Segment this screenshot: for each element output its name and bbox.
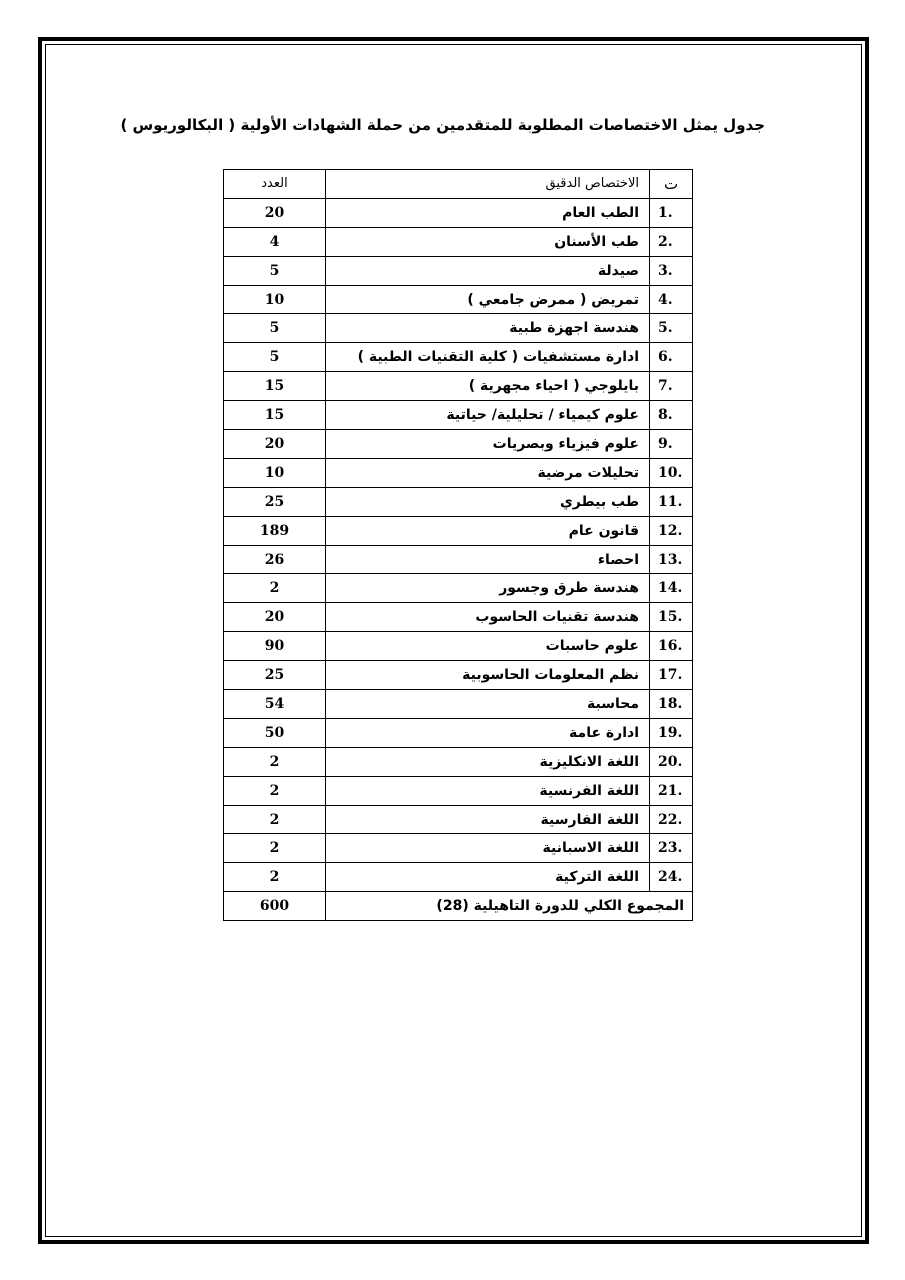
row-count: 26 xyxy=(224,545,326,574)
table-row xyxy=(224,430,693,459)
row-count: 2 xyxy=(224,863,326,892)
row-specialization: تحليلات مرضية xyxy=(326,458,650,487)
row-number: 6. xyxy=(650,343,693,372)
row-count: 15 xyxy=(224,401,326,430)
row-specialization: صيدلة xyxy=(326,256,650,285)
row-count: 2 xyxy=(224,776,326,805)
row-number: 19. xyxy=(650,718,693,747)
table-row xyxy=(224,372,693,401)
table-row xyxy=(224,227,693,256)
row-specialization: اللغة الفارسية xyxy=(326,805,650,834)
row-specialization: علوم فيزياء وبصريات xyxy=(326,430,650,459)
row-specialization: اللغة الفرنسية xyxy=(326,776,650,805)
row-specialization: هندسة تقنيات الحاسوب xyxy=(326,603,650,632)
table-row xyxy=(224,805,693,834)
row-number: 11. xyxy=(650,487,693,516)
row-specialization: قانون عام xyxy=(326,516,650,545)
row-count: 10 xyxy=(224,285,326,314)
row-number: 24. xyxy=(650,863,693,892)
table-row xyxy=(224,256,693,285)
row-specialization: طب الأسنان xyxy=(326,227,650,256)
row-specialization: الطب العام xyxy=(326,198,650,227)
row-number: 1. xyxy=(650,198,693,227)
row-specialization: اللغة الانكليزية xyxy=(326,747,650,776)
row-count: 5 xyxy=(224,256,326,285)
table-body xyxy=(224,170,693,921)
row-specialization: بايلوجي ( احياء مجهرية ) xyxy=(326,372,650,401)
row-number: 18. xyxy=(650,690,693,719)
row-specialization: علوم حاسبات xyxy=(326,632,650,661)
table-row xyxy=(224,718,693,747)
document-title: جدول يمثل الاختصاصات المطلوبة للمتقدمين من حملة الشهادات الأولية ( البكالوريوس ) xyxy=(120,116,765,134)
table-row xyxy=(224,458,693,487)
row-number: 23. xyxy=(650,834,693,863)
row-specialization: هندسة طرق وجسور xyxy=(326,574,650,603)
table-row xyxy=(224,285,693,314)
row-number: 10. xyxy=(650,458,693,487)
header-count: العدد xyxy=(224,170,326,199)
row-count: 2 xyxy=(224,574,326,603)
row-specialization: ادارة مستشفيات ( كلية التقنيات الطبية ) xyxy=(326,343,650,372)
row-specialization: محاسبة xyxy=(326,690,650,719)
table-row xyxy=(224,863,693,892)
table-total-row xyxy=(224,892,693,921)
table-row xyxy=(224,776,693,805)
total-label: المجموع الكلي للدورة التاهيلية (28) xyxy=(326,892,693,921)
row-count: 20 xyxy=(224,198,326,227)
row-number: 8. xyxy=(650,401,693,430)
row-count: 2 xyxy=(224,805,326,834)
table-header-row xyxy=(224,170,693,199)
row-number: 13. xyxy=(650,545,693,574)
header-specialization: الاختصاص الدقيق xyxy=(326,170,650,199)
table-row xyxy=(224,314,693,343)
table-row xyxy=(224,198,693,227)
total-count: 600 xyxy=(224,892,326,921)
row-number: 21. xyxy=(650,776,693,805)
table-row xyxy=(224,343,693,372)
row-specialization: تمريض ( ممرض جامعي ) xyxy=(326,285,650,314)
table-row xyxy=(224,834,693,863)
table-row xyxy=(224,661,693,690)
row-count: 25 xyxy=(224,661,326,690)
table-row xyxy=(224,516,693,545)
row-specialization: طب بيطري xyxy=(326,487,650,516)
row-number: 3. xyxy=(650,256,693,285)
table-row xyxy=(224,603,693,632)
row-specialization: احصاء xyxy=(326,545,650,574)
row-count: 2 xyxy=(224,834,326,863)
row-specialization: اللغة الاسبانية xyxy=(326,834,650,863)
row-number: 5. xyxy=(650,314,693,343)
row-specialization: علوم كيمياء / تحليلية/ حياتية xyxy=(326,401,650,430)
row-number: 9. xyxy=(650,430,693,459)
row-count: 20 xyxy=(224,430,326,459)
row-count: 54 xyxy=(224,690,326,719)
row-count: 5 xyxy=(224,314,326,343)
row-number: 2. xyxy=(650,227,693,256)
row-specialization: ادارة عامة xyxy=(326,718,650,747)
row-number: 14. xyxy=(650,574,693,603)
row-number: 7. xyxy=(650,372,693,401)
row-count: 90 xyxy=(224,632,326,661)
table-row xyxy=(224,574,693,603)
row-number: 20. xyxy=(650,747,693,776)
table-row xyxy=(224,401,693,430)
table-row xyxy=(224,545,693,574)
row-specialization: نظم المعلومات الحاسوبية xyxy=(326,661,650,690)
row-count: 20 xyxy=(224,603,326,632)
row-count: 15 xyxy=(224,372,326,401)
row-number: 17. xyxy=(650,661,693,690)
table-row xyxy=(224,747,693,776)
row-count: 10 xyxy=(224,458,326,487)
row-number: 22. xyxy=(650,805,693,834)
row-specialization: اللغة التركية xyxy=(326,863,650,892)
row-number: 15. xyxy=(650,603,693,632)
row-count: 5 xyxy=(224,343,326,372)
row-count: 2 xyxy=(224,747,326,776)
row-count: 4 xyxy=(224,227,326,256)
row-number: 4. xyxy=(650,285,693,314)
row-number: 16. xyxy=(650,632,693,661)
row-count: 25 xyxy=(224,487,326,516)
table-row xyxy=(224,690,693,719)
table-row xyxy=(224,632,693,661)
row-count: 50 xyxy=(224,718,326,747)
row-specialization: هندسة اجهزة طبية xyxy=(326,314,650,343)
row-number: 12. xyxy=(650,516,693,545)
header-number: ت xyxy=(650,170,693,199)
specializations-table xyxy=(223,169,693,921)
table-row xyxy=(224,487,693,516)
row-count: 189 xyxy=(224,516,326,545)
